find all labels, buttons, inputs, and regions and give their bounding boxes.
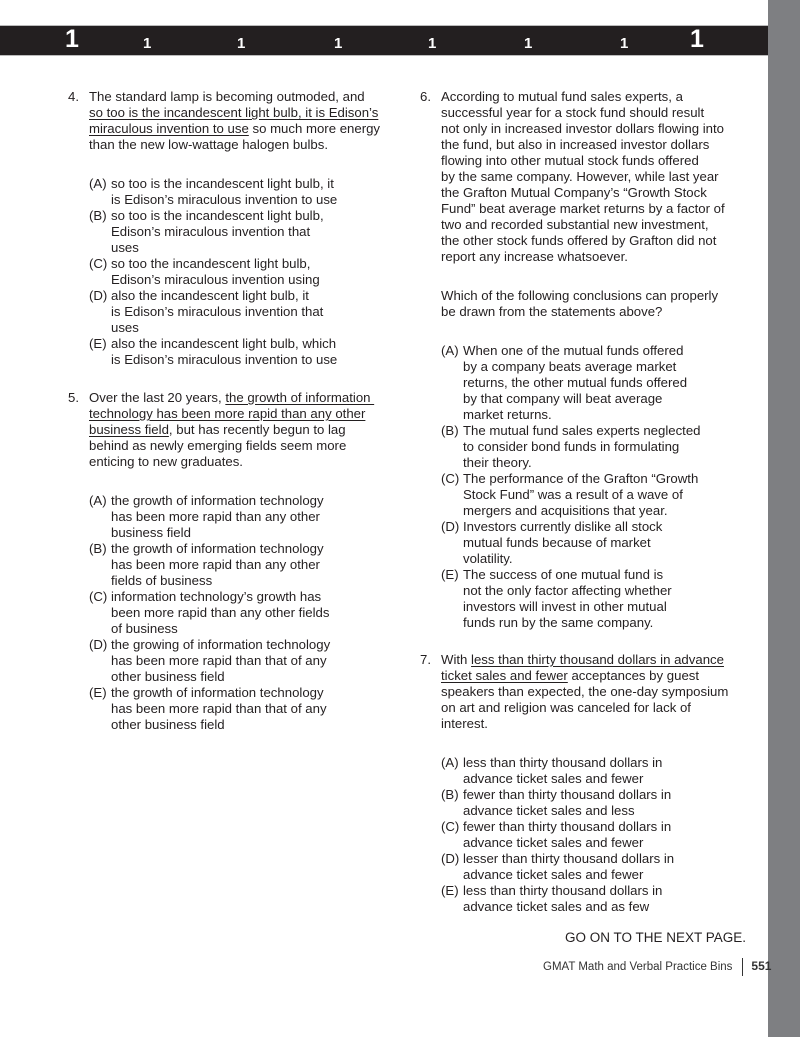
stem-line (89, 105, 398, 121)
choice-text: investors will invest in other mutual (463, 599, 667, 614)
stem-text: not only in increased investor dollars flowing into (441, 121, 724, 136)
stem-line (441, 153, 760, 169)
choice-label: (B) (89, 541, 107, 556)
section-number: 1 (65, 25, 79, 53)
choice-text: is Edison’s miraculous invention to use (111, 192, 338, 207)
section-number: 1 (237, 35, 246, 52)
question-number: 4. (68, 89, 79, 104)
choice-text: market returns. (463, 407, 552, 422)
choice-text: The mutual fund sales experts neglected (463, 423, 701, 438)
stem-text: than the new low-wattage halogen bulbs. (89, 137, 329, 152)
stem-text: speakers than expected, the one-day symposium (441, 684, 729, 699)
choice-text: When one of the mutual funds offered (463, 343, 684, 358)
stem-line (89, 137, 398, 153)
stem-text: the Grafton Mutual Company’s “Growth Stock (441, 185, 707, 200)
choice-text: not the only factor affecting whether (463, 583, 672, 598)
choice-text: so too is the incandescent light bulb, (111, 208, 324, 223)
choice-text: advance ticket sales and as few (463, 899, 650, 914)
choice-text: by that company will beat average (463, 391, 663, 406)
stem-text: the other stock funds offered by Grafton did not (441, 233, 717, 248)
choice-label: (C) (89, 256, 108, 271)
choice-label: (B) (89, 208, 107, 223)
choice-text: the growth of information technology (111, 685, 324, 700)
question-number: 7. (420, 652, 431, 667)
answer-choice-b (441, 787, 760, 819)
answer-choice-d (89, 637, 398, 685)
choice-text: advance ticket sales and fewer (463, 771, 644, 786)
underlined-text: ticket sales and fewer (441, 668, 568, 683)
choice-label: (A) (441, 755, 459, 770)
choice-text: Edison’s miraculous invention using (111, 272, 320, 287)
answer-choices (441, 343, 760, 631)
choice-label: (E) (89, 336, 107, 351)
question-stem (441, 652, 760, 732)
stem-line (89, 121, 398, 137)
answer-choice-b (441, 423, 760, 471)
choice-text: Stock Fund” was a result of a wave of (463, 487, 683, 502)
stem-line (441, 716, 760, 732)
page-edge-tab (768, 0, 800, 1037)
underlined-text: so too is the incandescent light bulb, it is Edison’s (89, 105, 379, 120)
choice-text: funds run by the same company. (463, 615, 654, 630)
choice-text: uses (111, 240, 139, 255)
spacer (68, 153, 398, 176)
choice-label: (E) (441, 567, 459, 582)
answer-choice-d (441, 851, 760, 883)
answer-choice-a (441, 343, 760, 423)
choice-label: (A) (441, 343, 459, 358)
choice-label: (A) (89, 493, 107, 508)
answer-choice-c (89, 256, 398, 288)
stem-line (441, 169, 760, 185)
choice-text: mutual funds because of market (463, 535, 651, 550)
choice-text: also the incandescent light bulb, it (111, 288, 309, 303)
question-prompt (441, 288, 760, 320)
stem-text: acceptances by guest (567, 668, 700, 683)
choice-text: to consider bond funds in formulating (463, 439, 680, 454)
choice-label: (D) (89, 288, 108, 303)
stem-line (441, 89, 760, 105)
choice-text: advance ticket sales and fewer (463, 835, 644, 850)
answer-choices (89, 493, 398, 733)
section-number: 1 (428, 35, 437, 52)
section-number: 1 (334, 35, 343, 52)
answer-choice-d (441, 519, 760, 567)
choice-text: fewer than thirty thousand dollars in (463, 819, 672, 834)
stem-text: The standard lamp is becoming outmoded, and (89, 89, 365, 104)
choice-text: so too the incandescent light bulb, (111, 256, 311, 271)
spacer (420, 265, 760, 288)
question-stem (89, 390, 398, 470)
choice-text: so too is the incandescent light bulb, it (111, 176, 334, 191)
answer-choice-a (89, 493, 398, 541)
answer-choice-c (441, 471, 760, 519)
answer-choice-e (89, 685, 398, 733)
spacer (420, 732, 760, 755)
section-number: 1 (690, 25, 704, 53)
stem-line (441, 652, 760, 668)
stem-line (89, 422, 398, 438)
stem-line (441, 684, 760, 700)
choice-label: (B) (441, 423, 459, 438)
underlined-text: less than thirty thousand dollars in advance (471, 652, 724, 667)
spacer (420, 320, 760, 343)
underlined-text: business field (89, 422, 169, 437)
question-number: 5. (68, 390, 79, 405)
choice-text: has been more rapid than that of any (111, 701, 327, 716)
choice-text: advance ticket sales and less (463, 803, 635, 818)
stem-text: by the same company. However, while last year (441, 169, 719, 184)
answer-choices (441, 755, 760, 915)
stem-text: the fund, but also in increased investor dollars (441, 137, 710, 152)
choice-text: the growing of information technology (111, 637, 331, 652)
choice-text: less than thirty thousand dollars in (463, 755, 663, 770)
stem-text: report any increase whatsoever. (441, 249, 628, 264)
choice-text: has been more rapid than that of any (111, 653, 327, 668)
stem-text: Fund” beat average market returns by a factor of (441, 201, 725, 216)
choice-label: (E) (89, 685, 107, 700)
page-number: 551 (751, 959, 772, 974)
choice-label: (C) (441, 471, 460, 486)
answer-choice-e (441, 883, 760, 915)
answer-choice-c (441, 819, 760, 851)
choice-text: Edison’s miraculous invention that (111, 224, 311, 239)
stem-line (441, 233, 760, 249)
section-number: 1 (524, 35, 533, 52)
choice-text: fields of business (111, 573, 213, 588)
choice-text: uses (111, 320, 139, 335)
question-7 (420, 652, 760, 915)
stem-text: , but has recently begun to lag (168, 422, 346, 437)
answer-choice-e (89, 336, 398, 368)
choice-text: is Edison’s miraculous invention that (111, 304, 324, 319)
choice-text: other business field (111, 669, 225, 684)
prompt-line: Which of the following conclusions can properly (441, 288, 719, 303)
stem-line (89, 406, 398, 422)
answer-choice-d (89, 288, 398, 336)
stem-line (441, 121, 760, 137)
choice-text: also the incandescent light bulb, which (111, 336, 337, 351)
choice-text: lesser than thirty thousand dollars in (463, 851, 675, 866)
answer-choices (89, 176, 398, 368)
choice-text: the growth of information technology (111, 493, 324, 508)
choice-text: less than thirty thousand dollars in (463, 883, 663, 898)
stem-text: successful year for a stock fund should result (441, 105, 705, 120)
answer-choice-b (89, 541, 398, 589)
answer-choice-b (89, 208, 398, 256)
stem-text: behind as newly emerging fields seem more (89, 438, 347, 453)
choice-text: The performance of the Grafton “Growth (463, 471, 699, 486)
stem-line (441, 249, 760, 265)
answer-choice-a (441, 755, 760, 787)
choice-text: the growth of information technology (111, 541, 324, 556)
choice-text: of business (111, 621, 178, 636)
stem-line (441, 668, 760, 684)
stem-line (89, 390, 398, 406)
choice-text: has been more rapid than any other (111, 557, 320, 572)
question-number: 6. (420, 89, 431, 104)
section-header-bar (0, 25, 768, 56)
choice-text: returns, the other mutual funds offered (463, 375, 688, 390)
choice-label: (D) (441, 851, 460, 866)
go-on-notice: GO ON TO THE NEXT PAGE. (565, 930, 747, 945)
choice-text: by a company beats average market (463, 359, 677, 374)
choice-label: (B) (441, 787, 459, 802)
page-footer (543, 958, 771, 976)
underlined-text: the growth of information (225, 390, 375, 405)
stem-line (89, 438, 398, 454)
choice-text: information technology’s growth has (111, 589, 322, 604)
choice-text: volatility. (463, 551, 513, 566)
choice-text: been more rapid than any other fields (111, 605, 330, 620)
choice-text: is Edison’s miraculous invention to use (111, 352, 338, 367)
choice-label: (A) (89, 176, 107, 191)
answer-choice-a (89, 176, 398, 208)
stem-text: enticing to new graduates. (89, 454, 243, 469)
stem-text: According to mutual fund sales experts, a (441, 89, 683, 104)
stem-line (89, 454, 398, 470)
stem-line (441, 137, 760, 153)
stem-line (441, 185, 760, 201)
underlined-text: technology has been more rapid than any other (89, 406, 366, 421)
stem-line (441, 201, 760, 217)
stem-text: two and recorded substantial new investment, (441, 217, 709, 232)
choice-text: mergers and acquisitions that year. (463, 503, 668, 518)
choice-label: (E) (441, 883, 459, 898)
choice-text: advance ticket sales and fewer (463, 867, 644, 882)
stem-text: so much more energy (248, 121, 381, 136)
section-number: 1 (620, 35, 629, 52)
choice-text: The success of one mutual fund is (463, 567, 664, 582)
stem-line (441, 105, 760, 121)
choice-label: (D) (441, 519, 460, 534)
prompt-line: be drawn from the statements above? (441, 304, 663, 319)
stem-line (441, 700, 760, 716)
footer-divider (742, 958, 743, 976)
choice-text: their theory. (463, 455, 532, 470)
stem-text: flowing into other mutual stock funds offered (441, 153, 699, 168)
stem-text: Over the last 20 years, (89, 390, 226, 405)
choice-text: has been more rapid than any other (111, 509, 320, 524)
choice-label: (D) (89, 637, 108, 652)
stem-text: interest. (441, 716, 488, 731)
choice-text: Investors currently dislike all stock (463, 519, 663, 534)
stem-line (441, 217, 760, 233)
book-title: GMAT Math and Verbal Practice Bins (543, 961, 733, 974)
question-4 (68, 89, 398, 368)
spacer (68, 470, 398, 493)
stem-line (89, 89, 398, 105)
question-stem (441, 89, 760, 265)
stem-text: on art and religion was canceled for lack of (441, 700, 691, 715)
stem-text: With (441, 652, 472, 667)
choice-text: fewer than thirty thousand dollars in (463, 787, 672, 802)
question-6 (420, 89, 760, 631)
answer-choice-e (441, 567, 760, 631)
choice-text: other business field (111, 717, 225, 732)
underlined-text: miraculous invention to use (89, 121, 249, 136)
section-number: 1 (143, 35, 152, 52)
answer-choice-c (89, 589, 398, 637)
question-5 (68, 390, 398, 733)
choice-label: (C) (441, 819, 460, 834)
choice-text: business field (111, 525, 191, 540)
choice-label: (C) (89, 589, 108, 604)
question-stem (89, 89, 398, 153)
